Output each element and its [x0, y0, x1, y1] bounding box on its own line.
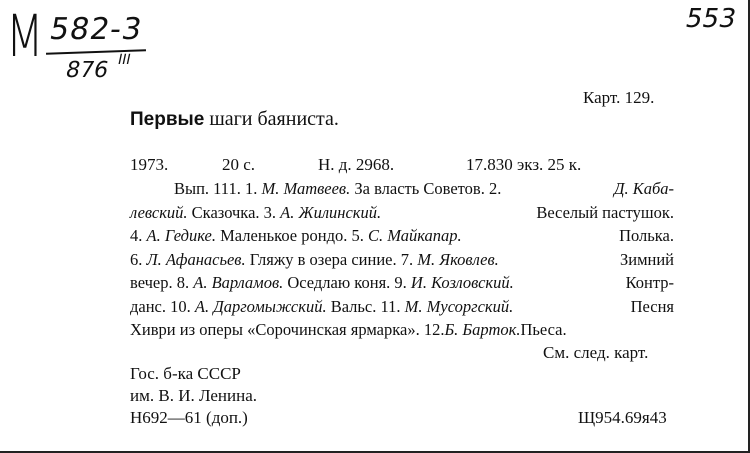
handwritten-corner-number: 553: [682, 4, 739, 34]
contents-text: За власть Советов. 2.: [350, 179, 502, 198]
contents-line: [130, 295, 674, 319]
library-line-1: Гос. б-ка СССР: [130, 364, 241, 383]
handwritten-letter: М: [6, 2, 43, 70]
contents-text: Пьеса.: [520, 320, 567, 339]
contents-text: Контр-: [625, 273, 674, 292]
title-bold: Первые: [130, 109, 205, 130]
library-line-2: им. В. И. Ленина.: [130, 386, 258, 405]
contents-line: [130, 224, 674, 248]
composer-name: А. Варламов.: [193, 273, 284, 292]
contents-text: Оседлаю коня. 9.: [283, 273, 411, 292]
contents-text: Песня: [630, 296, 674, 316]
catalog-number: Н692—61 (доп.): [130, 408, 248, 427]
handwritten-roman: III: [116, 52, 133, 68]
composer-name: М. Мусоргский.: [404, 296, 514, 316]
meta-pages: 20 с.: [222, 155, 256, 174]
composer-name: Л. Афанасьев.: [146, 249, 246, 269]
contents-text: Маленькое рондо. 5.: [216, 226, 368, 245]
contents-text: Вальс. 11.: [326, 296, 405, 316]
meta-notes-number: Н. д. 2968.: [318, 155, 395, 174]
handwritten-code: 582-3: [46, 12, 146, 47]
composer-name: А. Гедике.: [146, 226, 216, 245]
contents-line: [130, 201, 674, 225]
contents-text: 4.: [130, 226, 147, 245]
composer-name: А. Даргомыжский.: [194, 296, 327, 316]
contents-text: Полька.: [619, 226, 674, 245]
meta-year: 1973.: [130, 155, 169, 174]
composer-name: левский.: [130, 202, 188, 222]
see-next-card: См. след. карт.: [543, 343, 649, 362]
card-number: Карт. 129.: [583, 88, 655, 107]
composer-name: М. Яковлев.: [417, 249, 499, 269]
title-rest: шаги баяниста.: [204, 108, 339, 130]
book-title: [130, 108, 339, 131]
contents-text: Хиври из оперы «Сорочинская ярмарка». 12.: [130, 320, 445, 339]
contents-line: [130, 318, 674, 342]
contents-text: 6.: [130, 249, 147, 269]
contents-text: Гляжу в озера синие. 7.: [245, 249, 418, 269]
contents-text: Сказочка. 3.: [187, 202, 281, 222]
contents-text: данс. 10.: [130, 296, 195, 316]
composer-name: Б. Барток.: [444, 320, 521, 339]
composer-name: Д. Каба-: [614, 179, 674, 198]
composer-name: С. Майкапар.: [367, 226, 462, 245]
contents-line: [130, 271, 674, 295]
handwritten-subcode: 876: [63, 58, 111, 83]
contents-text: Вып. 111. 1.: [174, 179, 262, 198]
composer-name: М. Матвеев.: [261, 179, 351, 198]
contents-line: [130, 177, 674, 201]
contents-text: Зимний: [619, 249, 674, 269]
classification-mark: Щ954.69я43: [578, 408, 667, 427]
composer-name: И. Козловский.: [410, 273, 514, 292]
composer-name: А. Жилинский.: [280, 202, 382, 222]
contents-text: вечер. 8.: [130, 273, 194, 292]
contents-line: [130, 248, 674, 272]
contents-block: [130, 177, 674, 342]
meta-print-run: 17.830 экз. 25 к.: [466, 155, 582, 174]
contents-text: Веселый пастушок.: [536, 202, 674, 222]
